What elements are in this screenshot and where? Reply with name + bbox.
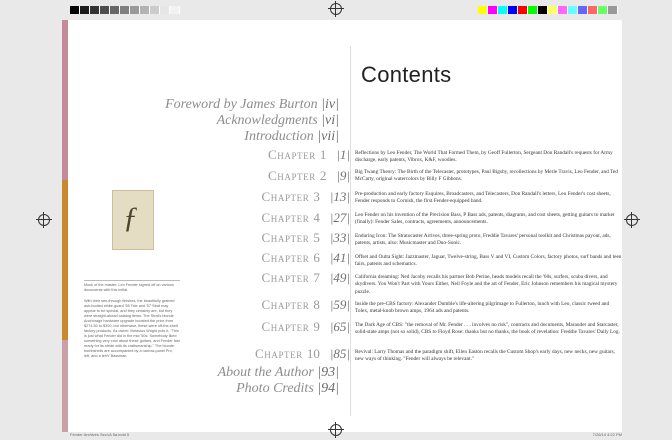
chapter-number: 2 [319, 168, 327, 183]
chapter-number: 5 [313, 230, 320, 245]
chapter-page: |33| [329, 230, 350, 245]
color-swatch [528, 6, 538, 14]
toc-chapter-6 [261, 249, 350, 267]
signature-photo [112, 190, 154, 250]
chapter-6-description: Offset and Outta Sight: Jazzmaster, Jaguar, Twelve-string, Bass V and VI, Custom Colors, factory photos, surf bands and teen fairs, patents and schematics. [355, 254, 622, 268]
color-swatches [478, 6, 618, 14]
toc-front-page: |vii| [317, 129, 339, 144]
color-swatch [100, 6, 110, 14]
toc-back-label: About the Author [217, 365, 314, 380]
toc-chapter-1 [268, 146, 350, 164]
chapter-label: Chapter [261, 210, 310, 225]
chapter-number: 8 [313, 297, 320, 312]
chapter-page: |1| [336, 147, 350, 162]
toc-chapter-5 [261, 229, 350, 247]
toc-chapter-3 [261, 188, 350, 206]
toc-front-item [217, 113, 339, 129]
color-swatch [588, 6, 598, 14]
color-swatch [140, 6, 150, 14]
chapter-9-description: The Dark Age of CBS: "the removal of Mr. Fender . . . involves no risk", contracts and documents, Marauder and Starcaster, solid-state amps (not so solid), CBS to Floyd Rose: thanks but no thanks, the book of revelation: Freddie Tavares' Daily Log. [355, 322, 620, 336]
chapter-2-description: Big Twang Theory: The Birth of the Telecaster, prototypes, Paul Bigsby, recollections by Merle Travis, Leo Fender, and Ted McCarty, original watercolors by Billy F Gibbons. [355, 169, 618, 183]
chapter-number: 10 [306, 346, 320, 361]
caption-rule [84, 280, 180, 281]
toc-back-label: Photo Credits [236, 381, 314, 396]
toc-back-item [236, 381, 339, 397]
chapter-number: 1 [319, 147, 327, 162]
signature-glyph: ƒ [123, 201, 138, 234]
toc-back-item [218, 365, 339, 381]
chapter-page: |9| [336, 168, 350, 183]
page-title: Contents [361, 62, 452, 87]
chapter-page: |13| [329, 189, 350, 204]
color-strip-middle [62, 180, 68, 340]
color-swatch [120, 6, 130, 14]
chapter-page: |85| [329, 346, 350, 361]
chapter-label: Chapter [261, 230, 310, 245]
toc-chapter-10 [255, 345, 350, 363]
footer-timestamp: 7/26/14 4:22 PM [592, 432, 622, 437]
chapter-page: |49| [329, 270, 350, 285]
toc-front-label: Foreword by James Burton [165, 97, 318, 112]
color-swatch [80, 6, 90, 14]
toc-back-page: |93| [317, 365, 339, 380]
toc-back-page: |94| [317, 381, 339, 396]
color-swatch [598, 6, 608, 14]
toc-front-label: Acknowledgments [216, 113, 318, 128]
chapter-label: Chapter [267, 147, 316, 162]
color-swatch [578, 6, 588, 14]
registration-mark-bottom [330, 424, 342, 436]
color-swatch [110, 6, 120, 14]
sidebar-note: With their see-through finishes, the beautifully grained ash-bodied white-guard '55 Tele and '57 Strat may appear to be special, and they certainly are, but they were straight-ahead catalog items. The Strat's blonde Anchorage hardware upgrade boosted the price from $274.50 to $300, but otherwise, these were off-the-shelf factory products. As owner Vintavius Wright puts it, "This is just what Fender did in the mid '50s. Somebody liked something very cool about these guitars, and Fender fast ready for its stride with its craftsmanship." The blonde bombshells are accompanied by a narrow-panel Pro, left, and a tenV Bassman. [84, 299, 180, 358]
toc-front-label: Introduction [244, 129, 314, 144]
toc-chapter-8 [261, 296, 350, 314]
toc-chapter-2 [268, 167, 350, 185]
toc-front-page: |vi| [321, 113, 339, 128]
color-swatch [70, 6, 80, 14]
color-swatch [160, 6, 170, 14]
chapter-label: Chapter [267, 168, 316, 183]
color-swatch [608, 6, 618, 14]
chapter-number: 6 [313, 250, 320, 265]
registration-mark-top [330, 3, 342, 15]
chapter-label: Chapter [254, 346, 303, 361]
chapter-number: 7 [313, 270, 320, 285]
chapter-number: 3 [313, 189, 320, 204]
toc-chapter-9 [261, 318, 350, 336]
chapter-number: 4 [313, 210, 320, 225]
chapter-7-description: California dreaming: Ned Jacoby recalls his partner Bob Perine, heads models recall the '60s, surfers, scuba divers, and skydivers. You Won't Part with Yours Either, Neil Foyle and the art of Fender, Eric Johnson remembers his magical mystery puzzle. [355, 274, 618, 295]
color-strip-top [62, 20, 68, 180]
chapter-page: |27| [329, 210, 350, 225]
color-swatch [548, 6, 558, 14]
column-divider [350, 46, 351, 416]
color-strip-bottom [62, 340, 68, 432]
color-swatch [478, 6, 488, 14]
footer-file-info: Fender Archives Sec1A 5a.indd 5 [70, 432, 130, 437]
color-swatch [538, 6, 548, 14]
toc-chapter-7 [261, 269, 350, 287]
color-swatch [508, 6, 518, 14]
chapter-label: Chapter [261, 250, 310, 265]
color-strip [62, 20, 68, 432]
registration-mark-left [38, 214, 50, 226]
chapter-1-description: Reflections by Leo Fender, The World That Formed Them, by Geoff Fullerton, Sergeant Don Randall's requests for Army discharge, early patents, Vibrox, K&F, woodies. [355, 150, 613, 164]
chapter-number: 9 [313, 319, 320, 334]
color-swatch [90, 6, 100, 14]
color-swatch [488, 6, 498, 14]
chapter-10-description: Revival: Larry Thomas and the paradigm shift, Ellen Easton recalls the Custom Shop's early days, new necks, new guitars, new ways of thinking. "Fender will always be relevant." [355, 349, 616, 363]
toc-front-item [165, 97, 339, 113]
grayscale-swatches [70, 6, 180, 14]
color-swatch [498, 6, 508, 14]
chapter-4-description: Leo Fender on his invention of the Precision Bass, P Bass ads, patents, diagrams, and cost sheets, getting guitars to market (finally): Fender Sales, contracts, agreements, announcements. [355, 212, 615, 226]
chapter-label: Chapter [261, 189, 310, 204]
toc-front-item [244, 129, 339, 145]
color-swatch [150, 6, 160, 14]
toc-front-page: |iv| [321, 97, 339, 112]
chapter-8-description: Inside the pre-CBS factory: Alexander Dumble's life-altering pilgrimage to Fullerton, lunch with Leo, classic tweed and Tolex, metal-knob brown amps, 1964 ads and patents. [355, 301, 610, 315]
chapter-page: |59| [329, 297, 350, 312]
color-swatch [568, 6, 578, 14]
registration-mark-right [626, 214, 638, 226]
color-swatch [170, 6, 180, 14]
chapter-page: |65| [329, 319, 350, 334]
chapter-5-description: Enduring Icon: The Stratocaster Arrives, three-spring proto, Freddie Tavares' personal toolkit and Christmas payout, ads, patents, artists, also: Musicmaster and Duo-Sonic. [355, 233, 611, 247]
toc-chapter-4 [261, 209, 350, 227]
color-swatch [518, 6, 528, 14]
photo-caption: Mock of the master: Leo Fender signed off on various documents with this initial. [84, 283, 174, 292]
chapter-label: Chapter [261, 319, 310, 334]
color-swatch [558, 6, 568, 14]
chapter-page: |41| [329, 250, 350, 265]
chapter-3-description: Pre-production and early factory Esquires, Broadcasters, and Telecasters, Don Randall's letters, Leo Fender's cost sheets, Fender responds to Cornish, the first Fender-equipped band. [355, 191, 611, 205]
color-swatch [130, 6, 140, 14]
chapter-label: Chapter [261, 297, 310, 312]
chapter-label: Chapter [261, 270, 310, 285]
